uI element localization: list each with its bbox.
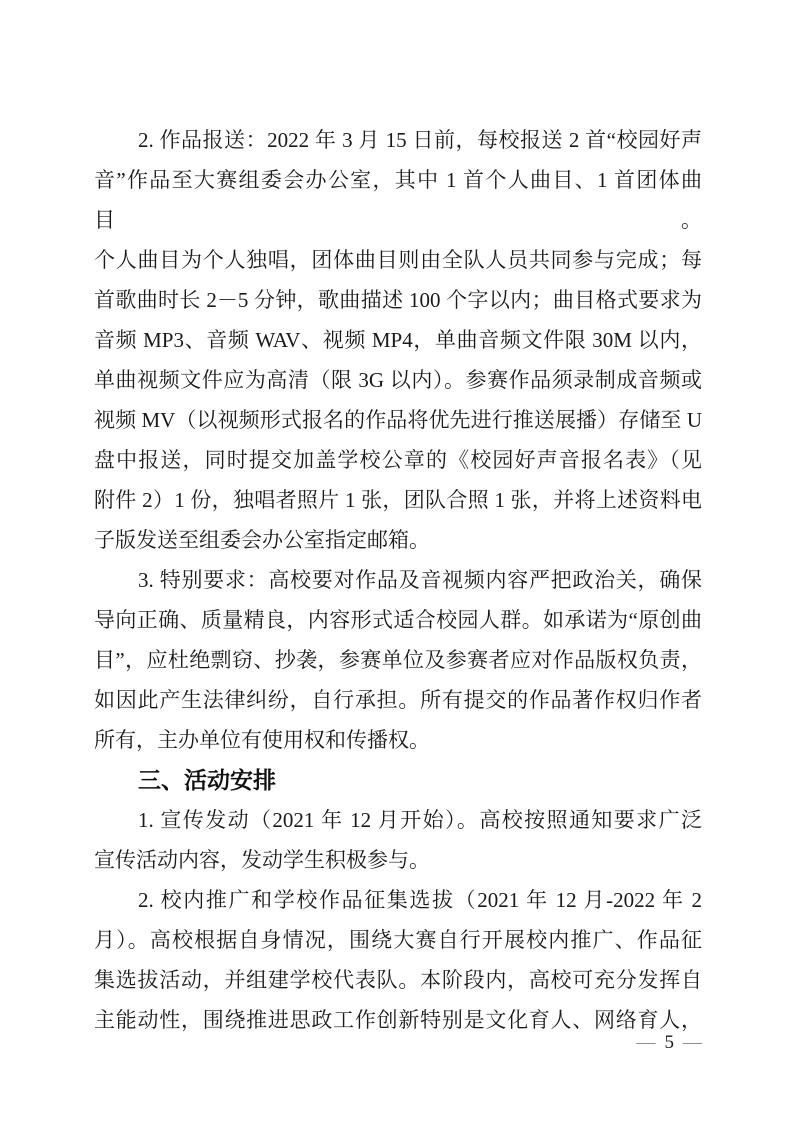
- page-number-dash-left: —: [636, 1032, 656, 1053]
- text-line: 所有，主办单位有使用权和传播权。: [94, 728, 430, 752]
- text-line: 个人曲目为个人独唱，团体曲目则由全队人员共同参与完成；每: [94, 248, 702, 272]
- text-line: 子版发送至组委会办公室指定邮箱。: [94, 528, 430, 552]
- text-line: 单曲视频文件应为高清（限 3G 以内）。参赛作品须录制成音频或: [94, 368, 702, 392]
- text-line: 盘中报送，同时提交加盖学校公章的《校园好声音报名表》（见: [94, 448, 702, 472]
- text-line: 音”作品至大赛组委会办公室，其中 1 首个人曲目、1 首团体曲目。: [94, 168, 702, 232]
- text-line: 目”，应杜绝剽窃、抄袭，参赛单位及参赛者应对作品版权负责，: [94, 648, 702, 672]
- para-special-requirements: [94, 560, 702, 760]
- text-line: 如因此产生法律纠纷，自行承担。所有提交的作品著作权归作者: [94, 688, 702, 712]
- page-number: [94, 1028, 702, 1058]
- text-line: 主能动性，围绕推进思政工作创新特别是文化育人、网络育人，: [94, 1008, 702, 1032]
- text-line: 月）。高校根据自身情况，围绕大赛自行开展校内推广、作品征: [94, 928, 702, 952]
- text-line: 2. 校内推广和学校作品征集选拔（2021 年 12 月-2022 年 2: [138, 888, 702, 912]
- text-line: 导向正确、质量精良，内容形式适合校园人群。如承诺为“原创曲: [94, 608, 702, 632]
- text-line: 1. 宣传发动（2021 年 12 月开始）。高校按照通知要求广泛: [138, 808, 702, 832]
- text-line: 2. 作品报送：2022 年 3 月 15 日前，每校报送 2 首“校园好声: [138, 128, 702, 152]
- page-number-value: 5: [664, 1032, 674, 1053]
- text-line: 视频 MV（以视频形式报名的作品将优先进行推送展播）存储至 U: [94, 408, 702, 432]
- text-line: 集选拔活动，并组建学校代表队。本阶段内，高校可充分发挥自: [94, 968, 702, 992]
- para-work-submission: [94, 120, 702, 560]
- page-number-dash-right: —: [683, 1032, 702, 1053]
- heading-activity-arrangement: [94, 760, 702, 800]
- text-line: 音频 MP3、音频 WAV、视频 MP4，单曲音频文件限 30M 以内，: [94, 328, 702, 352]
- para-publicity-launch: [94, 800, 702, 880]
- text-line: 宣传活动内容，发动学生积极参与。: [94, 848, 430, 872]
- document-body: [94, 120, 702, 1040]
- text-line: 首歌曲时长 2－5 分钟，歌曲描述 100 个字以内；曲目格式要求为: [94, 288, 702, 312]
- text-line: 3. 特别要求：高校要对作品及音视频内容严把政治关，确保: [138, 568, 702, 592]
- section-heading: 三、活动安排: [138, 767, 276, 793]
- para-campus-promotion: [94, 880, 702, 1040]
- text-line: 附件 2）1 份，独唱者照片 1 张，团队合照 1 张，并将上述资料电: [94, 488, 702, 512]
